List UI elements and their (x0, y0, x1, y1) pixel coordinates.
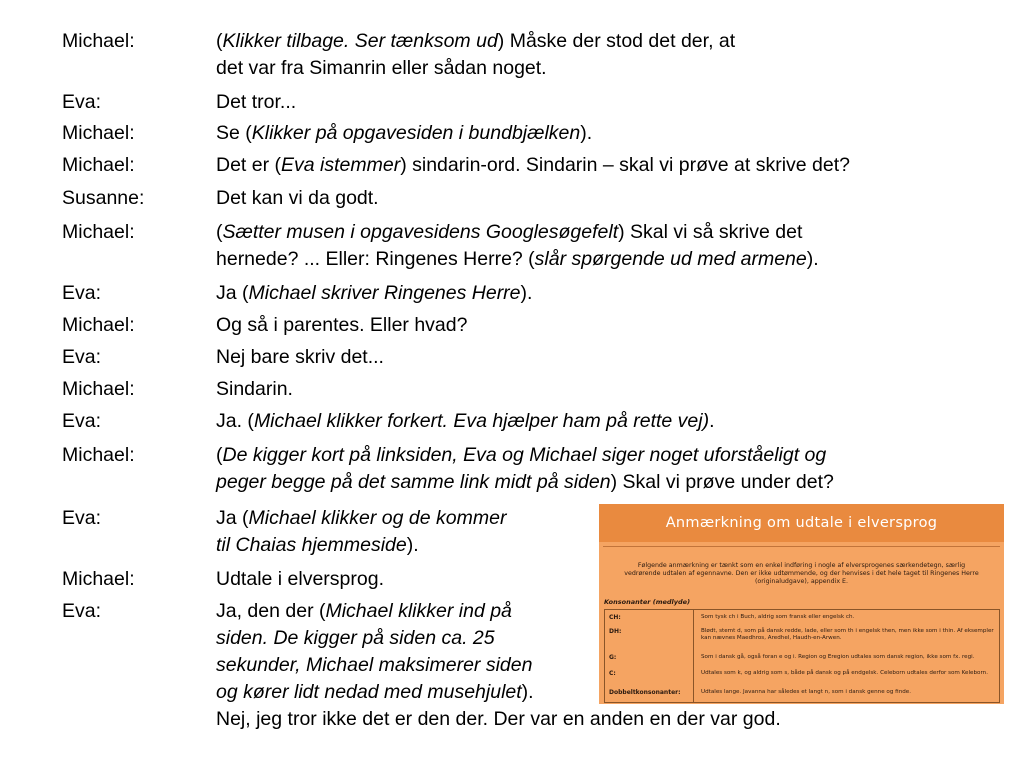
spoken-text: Nej bare skriv det... (216, 346, 384, 368)
utterance-line (216, 120, 592, 147)
table-value: Udtales lange. Javanna har således et langt n, som i dansk genne og finde. (701, 689, 912, 695)
spoken-text: Udtale i elversprog. (216, 568, 384, 590)
spoken-text: det var fra Simanrin eller sådan noget. (216, 57, 547, 79)
speaker-label: Eva: (62, 410, 102, 432)
speaker-label: Eva: (62, 600, 102, 622)
table-value: Som tysk ch i Buch, aldrig som fransk eller engelsk ch. (701, 614, 855, 620)
speaker-label: Eva: (62, 282, 102, 304)
stage-direction: Klikker tilbage. Ser tænksom ud (222, 30, 498, 52)
utterance (216, 152, 850, 179)
utterance-line (216, 246, 819, 273)
stage-direction: til Chaias hjemmeside (216, 534, 407, 556)
utterance (216, 376, 293, 403)
utterance-line (216, 344, 384, 371)
utterance-line (216, 505, 506, 532)
spoken-text: ) Skal vi så skrive det (618, 221, 803, 243)
table-key: CH: (609, 614, 621, 621)
spoken-text: ). (406, 534, 419, 556)
speaker-label: Michael: (62, 314, 135, 336)
spoken-text: ). (580, 122, 593, 144)
utterance-line (216, 280, 532, 307)
spoken-text: Og så i parentes. Eller hvad? (216, 314, 468, 336)
stage-direction: Michael klikker ind på (325, 600, 512, 622)
utterance-line (216, 442, 834, 469)
utterance (216, 185, 379, 212)
utterance-line (216, 566, 384, 593)
spoken-text: ) Måske der stod det der, at (497, 30, 736, 52)
screenshot-intro-line: vedrørende udtalen af egennavne. Den er ikke udtømmende, og der henvises i det hele taget til Ringenes Herre (624, 570, 979, 578)
table-key: Dobbeltkonsonanter: (609, 689, 681, 696)
utterance (216, 312, 467, 339)
utterance (216, 442, 834, 496)
speaker-label: Michael: (62, 154, 135, 176)
spoken-text: ( (216, 221, 223, 243)
utterance-line (216, 185, 379, 212)
stage-direction: slår spørgende ud med armene (534, 248, 807, 270)
stage-direction: sekunder, Michael maksimerer siden (216, 654, 533, 676)
speaker-label: Michael: (62, 568, 135, 590)
spoken-text: ( (216, 444, 223, 466)
spoken-text: Det tror... (216, 91, 297, 113)
spoken-text: Det kan vi da godt. (216, 187, 379, 209)
utterance-line (216, 219, 819, 246)
stage-direction: og kører lidt nedad med musehjulet (216, 681, 522, 703)
utterance (216, 28, 735, 82)
spoken-text: Det er ( (216, 154, 282, 176)
utterance (216, 408, 715, 435)
spoken-text: Ja. ( (216, 410, 254, 432)
utterance-line (216, 469, 834, 496)
spoken-text: ( (216, 30, 223, 52)
speaker-label: Susanne: (62, 187, 145, 209)
table-value: Som i dansk gå, også foran e og i. Region og Eregion udtales som dansk region, ikke som fx. regi. (701, 654, 975, 660)
utterance-line (216, 312, 467, 339)
speaker-label: Michael: (62, 221, 135, 243)
spoken-text: Nej, jeg tror ikke det er den der. Der var en anden en der var god. (216, 708, 781, 730)
spoken-text: ) Skal vi prøve under det? (610, 471, 834, 493)
stage-direction: Michael klikker og de kommer (248, 507, 507, 529)
spoken-text: ). (521, 681, 534, 703)
spoken-text: . (709, 410, 715, 432)
speaker-label: Michael: (62, 378, 135, 400)
utterance-line (216, 28, 735, 55)
utterance (216, 89, 296, 116)
spoken-text: Ja ( (216, 282, 249, 304)
utterance (216, 120, 592, 147)
spoken-text: ). (806, 248, 819, 270)
table-column-divider (693, 610, 694, 702)
table-key: DH: (609, 628, 622, 635)
utterance-line (216, 532, 506, 559)
table-key: C: (609, 670, 616, 677)
utterance (216, 505, 506, 559)
speaker-label: Michael: (62, 444, 135, 466)
speaker-label: Eva: (62, 507, 102, 529)
screenshot-intro (609, 562, 994, 587)
spoken-text: ) sindarin-ord. Sindarin – skal vi prøve at skrive det? (400, 154, 850, 176)
utterance (216, 219, 819, 273)
utterance (216, 566, 384, 593)
spoken-text: Se ( (216, 122, 252, 144)
speaker-label: Eva: (62, 91, 102, 113)
speaker-label: Michael: (62, 122, 135, 144)
screenshot-intro-line: Følgende anmærkning er tænkt som en enkel indføring i nogle af elversprogenes særkendetegn, særlig (637, 562, 966, 569)
stage-direction: Eva istemmer (281, 154, 401, 176)
stage-direction: siden. De kigger på siden ca. 25 (216, 627, 495, 649)
utterance-line (216, 376, 293, 403)
utterance (216, 280, 532, 307)
table-value: Udtales som k, og aldrig som s, både på dansk og på endgelsk. Celeborn udtales derfor som Keleborn. (701, 670, 988, 676)
table-value: Blødt, stemt d, som på dansk redde, lade, eller som th i engelsk then, men ikke som i thin. Af eksempler kan nævnes Maedhros, Aredhel, Haudh-en-Arwen. (701, 628, 994, 642)
screenshot-divider (603, 546, 1000, 547)
screenshot-section-heading: Konsonanter (medlyde) (604, 598, 691, 606)
spoken-text: Ja ( (216, 507, 249, 529)
utterance-line (216, 152, 850, 179)
stage-direction: Michael klikker forkert. Eva hjælper ham på rette vej) (253, 410, 710, 432)
spoken-text: hernede? ... Eller: Ringenes Herre? ( (216, 248, 535, 270)
utterance-line (216, 55, 735, 82)
stage-direction: De kigger kort på linksiden, Eva og Michael siger noget uforståeligt og (222, 444, 827, 466)
utterance-line (216, 89, 296, 116)
screenshot-intro-line: (originaludgave), appendix E. (754, 578, 849, 586)
stage-direction: peger begge på det samme link midt på siden (216, 471, 611, 493)
consonant-table (604, 609, 1000, 703)
stage-direction: Klikker på opgavesiden i bundbjælken (251, 122, 581, 144)
utterance-line (216, 706, 781, 733)
spoken-text: Sindarin. (216, 378, 293, 400)
utterance-line (216, 408, 715, 435)
speaker-label: Eva: (62, 346, 102, 368)
stage-direction: Sætter musen i opgavesidens Googlesøgefelt (222, 221, 619, 243)
utterance (216, 344, 384, 371)
screenshot-title: Anmærkning om udtale i elversprog (599, 504, 1004, 542)
speaker-label: Michael: (62, 30, 135, 52)
stage-direction: Michael skriver Ringenes Herre (248, 282, 521, 304)
table-key: G: (609, 654, 617, 661)
spoken-text: ). (520, 282, 533, 304)
embedded-webpage-screenshot (599, 504, 1004, 704)
spoken-text: Ja, den der ( (216, 600, 326, 622)
